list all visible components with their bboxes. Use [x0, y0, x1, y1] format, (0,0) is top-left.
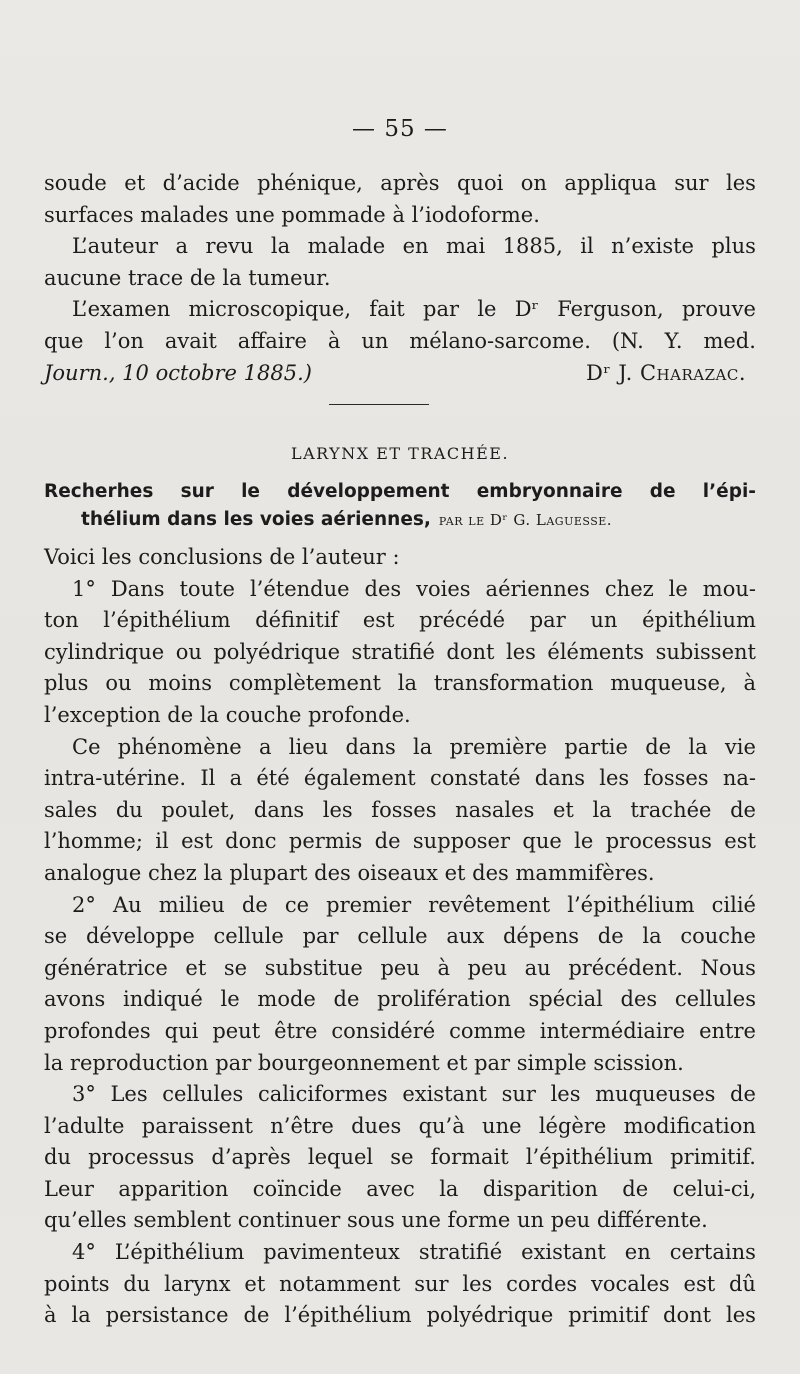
paragraph-line: l’exception de la couche profonde.	[44, 702, 411, 727]
word: points	[44, 1271, 110, 1296]
word: dans	[534, 766, 586, 791]
word: revêtement	[428, 892, 551, 917]
word: les	[550, 1082, 581, 1107]
word: complètement	[228, 671, 381, 696]
article-heading	[44, 478, 756, 534]
word: la	[397, 671, 418, 696]
word: éléments	[547, 639, 645, 664]
word: notamment	[279, 1271, 401, 1296]
word: sur	[414, 1271, 449, 1296]
word: les	[505, 639, 536, 664]
word: polyédrique	[213, 639, 341, 664]
paragraph-line	[44, 1269, 756, 1301]
word: qu’à	[418, 1113, 465, 1138]
word: indiqué	[123, 987, 203, 1012]
word: l’épithélium	[525, 1145, 654, 1170]
word: Ferguson,	[557, 297, 664, 322]
word: sales	[44, 797, 98, 822]
word: se	[44, 924, 68, 949]
word: poulet,	[161, 797, 236, 822]
word: intra-utérine.	[44, 766, 187, 791]
citation-author: Dʳ J. Charazac.	[586, 360, 746, 385]
heading-title-end: thélium dans les voies aériennes,	[81, 509, 431, 530]
word: et	[552, 797, 574, 822]
word: certains	[669, 1240, 756, 1265]
word: voies	[416, 576, 471, 601]
word: aux	[446, 924, 485, 949]
word: fosses	[643, 766, 709, 791]
word: un	[361, 328, 389, 353]
word: mai	[446, 234, 486, 259]
word: au	[524, 955, 551, 980]
word: profondes	[44, 1018, 151, 1043]
paragraph-line	[44, 668, 756, 700]
word: génératrice	[44, 955, 168, 980]
word: par	[529, 608, 566, 633]
word: des	[620, 987, 658, 1012]
word: de	[622, 1176, 649, 1201]
word: primitif.	[670, 1145, 756, 1170]
word: les	[322, 797, 353, 822]
word: peu	[467, 955, 508, 980]
word: L’examen	[72, 297, 171, 322]
word: embryonnaire	[476, 481, 623, 502]
word: sur	[501, 1082, 536, 1107]
word: le	[477, 297, 497, 322]
word: 2°	[72, 892, 96, 917]
word: la	[688, 734, 708, 759]
word: le	[220, 987, 240, 1012]
word: dans	[253, 797, 305, 822]
word: fait	[369, 297, 405, 322]
word: couche	[680, 924, 756, 949]
word: trachée	[630, 797, 712, 822]
word: il	[580, 234, 594, 259]
word: qui	[164, 1018, 199, 1043]
word: Dans	[110, 576, 165, 601]
word: comme	[449, 1018, 526, 1043]
word: muqueuses	[595, 1082, 716, 1107]
word: l’adulte	[44, 1113, 125, 1138]
word: est	[724, 829, 756, 854]
word: de	[645, 734, 672, 759]
word: avec	[366, 1176, 415, 1201]
word: lequel	[307, 1145, 374, 1170]
paragraph-line: Voici les conclusions de l’auteur :	[44, 545, 400, 569]
paragraph-line: analogue chez la plupart des oiseaux et des mammifères.	[44, 860, 655, 885]
word: d’acide	[162, 171, 240, 195]
word: avait	[164, 328, 217, 353]
word: primitif	[568, 1303, 649, 1328]
word: Recherhes	[44, 481, 154, 502]
paragraph-line: aucune trace de la tumeur.	[44, 265, 331, 290]
word: Dʳ	[514, 297, 539, 322]
word: lieu	[288, 734, 329, 759]
word: que	[44, 328, 84, 353]
word: milieu	[158, 892, 225, 917]
word: revu	[205, 234, 254, 259]
word: disparition	[482, 1176, 598, 1201]
section-title: LARYNX ET TRACHÉE.	[290, 444, 510, 463]
word: définitif	[255, 608, 339, 633]
word: du	[123, 1271, 151, 1296]
word: nasales	[455, 797, 535, 822]
heading-line	[44, 506, 756, 534]
word: l’épithélium	[284, 1303, 412, 1328]
word: dont	[446, 639, 495, 664]
paragraph-line	[44, 1237, 756, 1269]
word: entre	[699, 1018, 756, 1043]
word: l’épithélium	[567, 892, 695, 917]
word: L’épithélium	[114, 1240, 245, 1265]
word: cellule	[213, 924, 284, 949]
word: le	[574, 829, 594, 854]
word: ce	[284, 892, 310, 917]
word: coïncide	[252, 1176, 342, 1201]
article-continuation	[44, 168, 756, 389]
word: également	[303, 766, 416, 791]
word: un	[590, 608, 618, 633]
word: 1885,	[502, 234, 563, 259]
word: la	[439, 1176, 459, 1201]
paragraph-line	[44, 326, 756, 358]
word: été	[256, 766, 290, 791]
word: med.	[703, 328, 756, 353]
word: il	[155, 829, 169, 854]
word: toute	[179, 576, 235, 601]
word: ou	[105, 671, 132, 696]
word: microscopique,	[188, 297, 352, 322]
word: dépens	[502, 924, 580, 949]
word: appliqua	[564, 171, 657, 195]
word: permis	[288, 829, 363, 854]
word: première	[449, 734, 548, 759]
word: des	[364, 576, 402, 601]
word: pavimenteux	[263, 1240, 400, 1265]
word: épithélium	[642, 608, 756, 633]
word: formait	[430, 1145, 509, 1170]
paragraph-line	[44, 231, 756, 263]
paragraph-line	[44, 890, 756, 922]
word: est	[683, 1271, 716, 1296]
article-byline: par le Dʳ G. Laguesse.	[438, 511, 613, 529]
word: considéré	[331, 1018, 436, 1043]
word: la	[270, 234, 291, 259]
paragraph-line	[44, 953, 756, 985]
word: après	[380, 171, 440, 195]
word: cordes	[506, 1271, 578, 1296]
word: et	[244, 1271, 266, 1296]
word: processus	[88, 1145, 195, 1170]
word: premier	[326, 892, 412, 917]
word: sur	[674, 171, 709, 195]
word: substitue	[264, 955, 363, 980]
word: affaire	[237, 328, 307, 353]
paragraph-line	[44, 1300, 756, 1332]
word: persistance	[105, 1303, 229, 1328]
word: celui-ci,	[672, 1176, 756, 1201]
word: dû	[728, 1271, 756, 1296]
word: du	[115, 797, 143, 822]
paragraph-line: la reproduction par bourgeonnement et par simple scission.	[44, 1050, 684, 1075]
word: cellules	[674, 987, 756, 1012]
word: de	[333, 987, 360, 1012]
word: que	[522, 829, 562, 854]
paragraph-line	[44, 1016, 756, 1048]
word: L’auteur	[72, 234, 159, 259]
word: Ce	[72, 734, 101, 759]
word: polyédrique	[426, 1303, 554, 1328]
word: à	[44, 1303, 57, 1328]
word: cilié	[711, 892, 756, 917]
word: malade	[307, 234, 386, 259]
paragraph-line: qu’elles semblent continuer sous une forme un peu différente.	[44, 1208, 708, 1233]
word: développement	[287, 481, 450, 502]
word: n’existe	[611, 234, 694, 259]
word: la	[642, 924, 662, 949]
citation-line	[44, 358, 756, 390]
word: fosses	[371, 797, 437, 822]
word: prouve	[681, 297, 756, 322]
word: dues	[351, 1113, 402, 1138]
word: l’épithélium	[103, 608, 231, 633]
word: les	[462, 1271, 493, 1296]
word: plus	[44, 671, 89, 696]
word: précédé	[419, 608, 506, 633]
paragraph-line	[44, 637, 756, 669]
word: en	[402, 234, 429, 259]
word: (N.	[611, 328, 644, 353]
word: Y.	[664, 328, 683, 353]
word: processus	[605, 829, 712, 854]
article-body	[44, 542, 756, 1332]
word: 3°	[72, 1082, 96, 1107]
word: supposer	[412, 829, 510, 854]
word: plus	[711, 234, 756, 259]
word: Nous	[700, 955, 756, 980]
word: Au	[112, 892, 142, 917]
word: les	[726, 171, 756, 195]
word: larynx	[164, 1271, 231, 1296]
word: Les	[110, 1082, 148, 1107]
word: cellules	[162, 1082, 244, 1107]
paragraph-line: surfaces malades une pommade à l’iodoforme.	[44, 202, 540, 227]
word: subissent	[655, 639, 756, 664]
paragraph-line	[44, 294, 756, 326]
word: d’après	[211, 1145, 291, 1170]
word: de	[374, 829, 401, 854]
word: le	[241, 481, 260, 502]
word: est	[362, 608, 395, 633]
word: de	[730, 1082, 756, 1107]
word: le	[668, 576, 688, 601]
word: Leur	[44, 1176, 94, 1201]
word: est	[181, 829, 213, 854]
word: existant	[521, 1240, 606, 1265]
section-divider	[329, 404, 429, 405]
paragraph-line	[44, 1111, 756, 1143]
citation-source: Journ., 10 octobre 1885.)	[44, 360, 312, 385]
word: ou	[175, 639, 202, 664]
word: dans	[345, 734, 396, 759]
word: la	[413, 734, 433, 759]
paragraph-line	[44, 605, 756, 637]
word: phénique,	[257, 171, 363, 195]
word: muqueuse,	[610, 671, 727, 696]
word: se	[223, 955, 248, 980]
word: partie	[564, 734, 628, 759]
word: de	[241, 892, 268, 917]
word: soude	[44, 171, 107, 195]
word: à	[437, 955, 450, 980]
word: n’être	[270, 1113, 334, 1138]
page-number: — 55 —	[352, 116, 448, 142]
word: sur	[180, 481, 214, 502]
word: se	[390, 1145, 414, 1170]
word: modification	[623, 1113, 756, 1138]
word: être	[274, 1018, 318, 1043]
word: mode	[257, 987, 316, 1012]
word: de	[597, 924, 624, 949]
word: de	[730, 797, 756, 822]
word: aériennes	[485, 576, 590, 601]
paragraph-line	[44, 1174, 756, 1206]
word: les	[599, 766, 630, 791]
word: par	[423, 297, 460, 322]
word: apparition	[118, 1176, 229, 1201]
paragraph-line	[44, 795, 756, 827]
word: la	[592, 797, 612, 822]
word: la	[71, 1303, 91, 1328]
paragraph-line	[44, 574, 756, 606]
word: mélano-sarcome.	[409, 328, 591, 353]
word: vocales	[591, 1271, 670, 1296]
word: moins	[148, 671, 212, 696]
word: 1°	[72, 576, 96, 601]
word: l’épi-	[702, 481, 756, 502]
word: mou-	[702, 576, 756, 601]
word: phénomène	[117, 734, 242, 759]
paragraph-line	[44, 984, 756, 1016]
word: paraissent	[141, 1113, 253, 1138]
word: stratifié	[418, 1240, 503, 1265]
word: stratifié	[351, 639, 435, 664]
word: de	[243, 1303, 270, 1328]
word: par	[302, 924, 339, 949]
word: ton	[44, 608, 79, 633]
word: dont	[663, 1303, 712, 1328]
word: spécial	[528, 987, 603, 1012]
word: prolifération	[377, 987, 511, 1012]
paragraph-line	[44, 732, 756, 764]
heading-line	[44, 478, 756, 506]
word: on	[520, 171, 547, 195]
word: l’homme;	[44, 829, 143, 854]
word: une	[482, 1113, 522, 1138]
word: les	[726, 1303, 756, 1328]
word: peut	[212, 1018, 261, 1043]
paragraph-line	[44, 1142, 756, 1174]
word: et	[185, 955, 207, 980]
word: légère	[538, 1113, 607, 1138]
word: na-	[722, 766, 756, 791]
word: caliciformes	[257, 1082, 388, 1107]
word: a	[175, 234, 189, 259]
word: à	[743, 671, 756, 696]
word: l’étendue	[249, 576, 350, 601]
word: à	[327, 328, 341, 353]
word: chez	[604, 576, 654, 601]
word: cylindrique	[44, 639, 165, 664]
word: transformation	[433, 671, 594, 696]
word: développe	[85, 924, 195, 949]
word: de	[649, 481, 676, 502]
word: constaté	[429, 766, 521, 791]
paragraph-line	[44, 168, 756, 200]
word: du	[44, 1145, 71, 1170]
paragraph-line	[44, 921, 756, 953]
paragraph-line	[44, 1079, 756, 1111]
word: l’on	[104, 328, 144, 353]
word: donc	[225, 829, 277, 854]
word: existant	[402, 1082, 487, 1107]
word: peu	[380, 955, 420, 980]
word: et	[124, 171, 146, 195]
word: 4°	[72, 1240, 96, 1265]
word: précédent.	[568, 955, 683, 980]
word: a	[258, 734, 272, 759]
word: intermédiaire	[539, 1018, 686, 1043]
word: cellule	[357, 924, 428, 949]
word: a	[229, 766, 243, 791]
word: Il	[200, 766, 216, 791]
word: en	[624, 1240, 651, 1265]
paragraph-line	[44, 826, 756, 858]
word: vie	[724, 734, 756, 759]
word: avons	[44, 987, 106, 1012]
word: quoi	[456, 171, 504, 195]
paragraph-line	[44, 763, 756, 795]
